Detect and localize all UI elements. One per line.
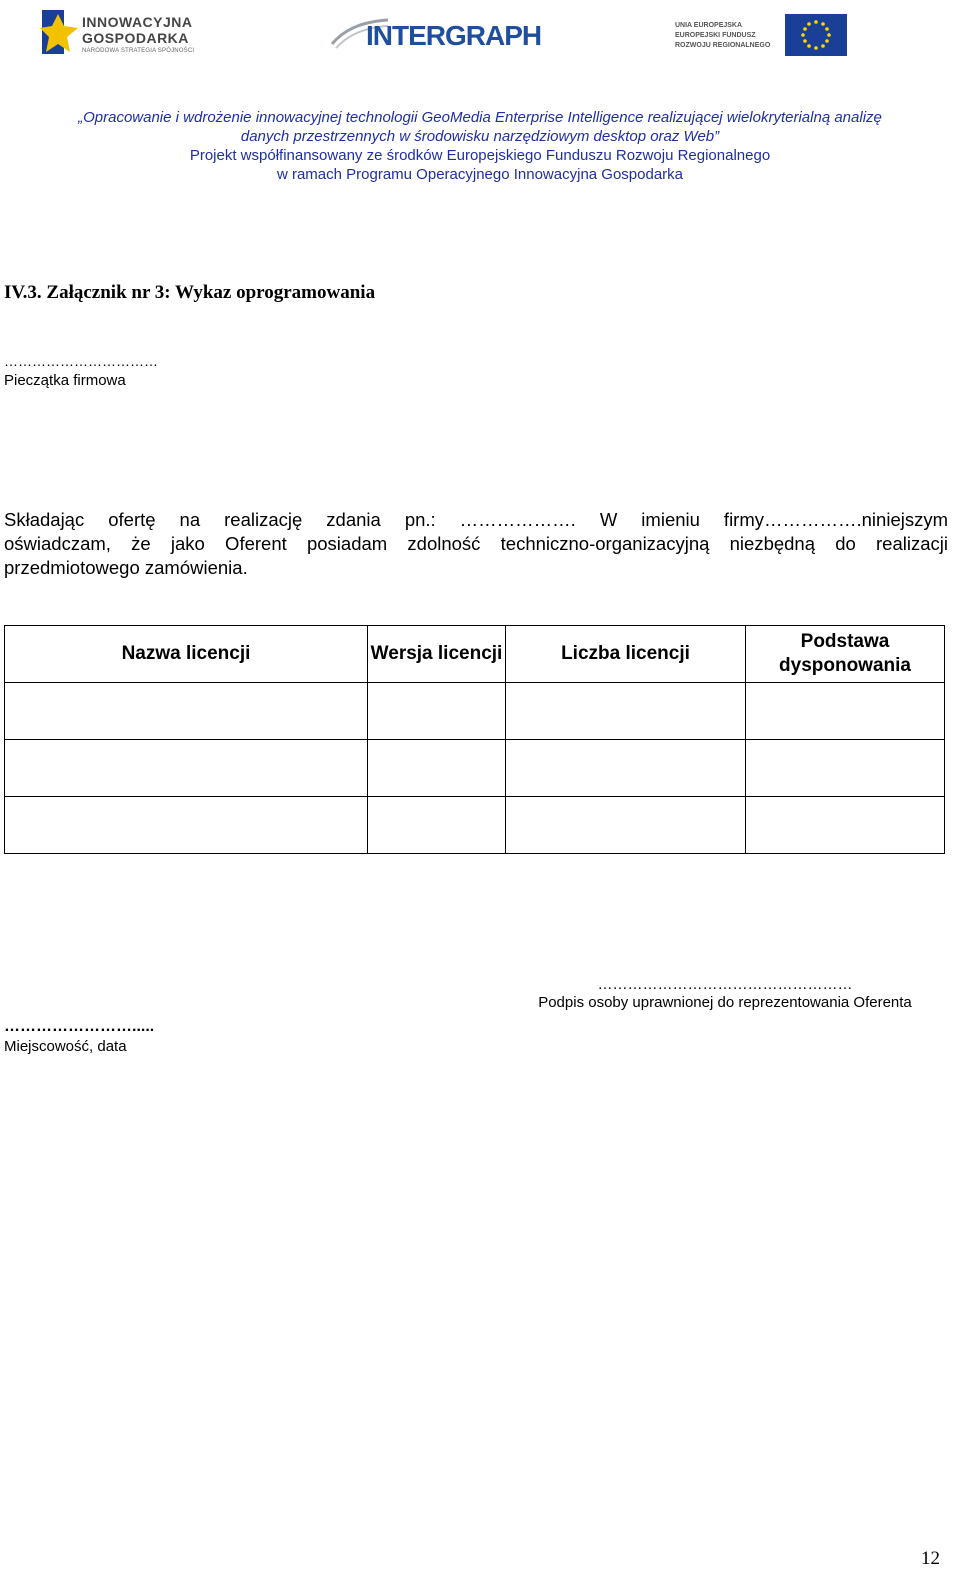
table-cell[interactable] — [746, 797, 945, 854]
project-header — [0, 108, 960, 184]
page-number: 12 — [921, 1548, 940, 1569]
innowacyjna-text: INNOWACYJNA — [82, 14, 193, 30]
place-date-label: Miejscowość, data — [4, 1038, 127, 1055]
declaration-line-2: oświadczam, że jako Oferent posiadam zdolność techniczno-organizacyjną niezbędną do realizacji — [4, 533, 948, 554]
header-license-name: Nazwa licencji — [5, 626, 368, 683]
declaration-paragraph — [4, 508, 948, 580]
table-row — [5, 797, 945, 854]
table-cell[interactable] — [506, 797, 746, 854]
declaration-line-3: przedmiotowego zamówienia. — [4, 557, 248, 578]
stamp-dots: …………………………… — [4, 353, 158, 369]
eu-text-1: UNIA EUROPEJSKA — [675, 22, 743, 29]
innowacyjna-gospodarka-logo — [40, 6, 210, 58]
cofinancing-line: Projekt współfinansowany ze środków Europejskiego Funduszu Rozwoju Regionalnego — [189, 147, 771, 164]
table-cell[interactable] — [506, 683, 746, 740]
gospodarka-text: GOSPODARKA — [82, 30, 189, 46]
eu-text-2: EUROPEJSKI FUNDUSZ — [675, 32, 756, 39]
table-row — [5, 683, 945, 740]
eu-logo — [675, 14, 850, 58]
table-header-row — [5, 626, 945, 683]
header-license-count: Liczba licencji — [506, 626, 746, 683]
header-license-version: Wersja licencji — [368, 626, 506, 683]
strategia-text: NARODOWA STRATEGIA SPÓJNOŚCI — [82, 48, 195, 54]
signature-label: Podpis osoby uprawnionej do reprezentowania Oferenta — [538, 994, 912, 1011]
table-cell[interactable] — [5, 740, 368, 797]
table-cell[interactable] — [5, 683, 368, 740]
table-cell[interactable] — [368, 797, 506, 854]
place-date-dots: ……………………..... — [4, 1018, 155, 1035]
eu-flag-icon — [785, 14, 847, 56]
table-row — [5, 740, 945, 797]
stamp-label: Pieczątka firmowa — [4, 372, 126, 389]
license-table — [4, 625, 945, 854]
table-cell[interactable] — [5, 797, 368, 854]
table-cell[interactable] — [506, 740, 746, 797]
header-disposal-basis: Podstawa dysponowania — [746, 626, 945, 683]
project-title-line-2: danych przestrzennych w środowisku narzędziowym desktop oraz Web” — [240, 128, 720, 145]
table-cell[interactable] — [368, 683, 506, 740]
place-date-block — [4, 1018, 154, 1055]
programme-line: w ramach Programu Operacyjnego Innowacyjna Gospodarka — [276, 166, 684, 183]
intergraph-text: INTERGRAPH — [366, 20, 542, 51]
table-cell[interactable] — [368, 740, 506, 797]
innowacyjna-star-icon — [40, 6, 80, 58]
signature-dots: …………………………………………… — [597, 976, 853, 993]
project-title-line-1: „Opracowanie i wdrożenie innowacyjnej technologii GeoMedia Enterprise Intelligence realizującej wielokryterialną analizę — [78, 109, 882, 126]
table-cell[interactable] — [746, 740, 945, 797]
table-cell[interactable] — [746, 683, 945, 740]
page-title: IV.3. Załącznik nr 3: Wykaz oprogramowania — [4, 282, 376, 303]
intergraph-logo — [330, 14, 545, 56]
declaration-line-1: Składając ofertę na realizację zdania pn.: ………………. W imieniu firmy…………….niniejszym — [4, 509, 948, 530]
signature-block — [500, 976, 950, 1012]
eu-text-3: ROZWOJU REGIONALNEGO — [675, 42, 771, 49]
